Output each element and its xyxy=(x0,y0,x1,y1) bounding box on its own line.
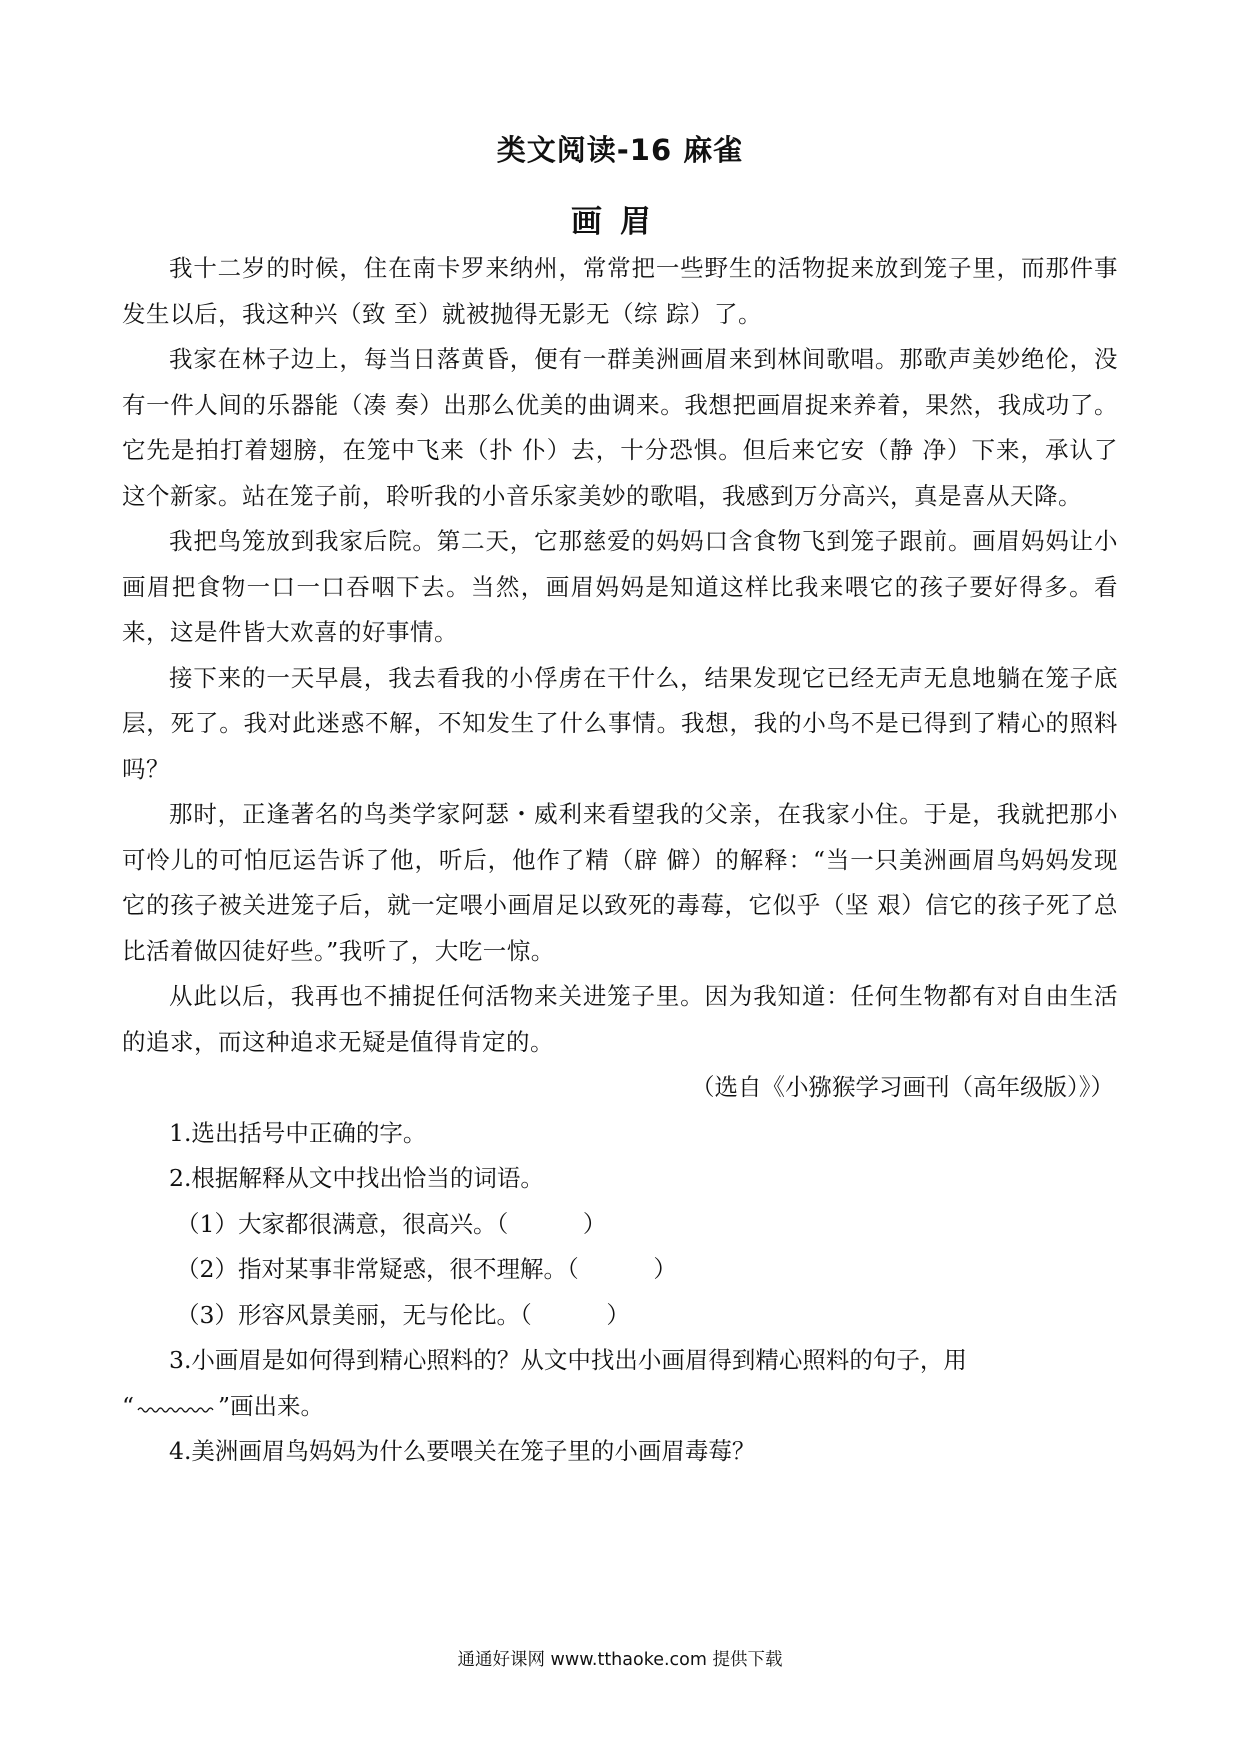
paragraph-5: 那时，正逢著名的鸟类学家阿瑟・威利来看望我的父亲，在我家小住。于是，我就把那小可怜儿的可怕厄运告诉了他，听后，他作了精（辟 僻）的解释：“当一只美洲画眉鸟妈妈发现它的孩子被关进笼子后，就一定喂小画眉足以致死的毒莓，它似乎（坚 艰）信它的孩子死了总比活着做囚徒好些。”我听了，大吃一惊。 xyxy=(122,800,1118,965)
paragraph-1: 我十二岁的时候，住在南卡罗来纳州，常常把一些野生的活物捉来放到笼子里，而那件事发生以后，我这种兴（致 至）就被抛得无影无（综 踪）了。 xyxy=(122,254,1118,328)
paragraph-6: 从此以后，我再也不捕捉任何活物来关进笼子里。因为我知道：任何生物都有对自由生活的追求，而这种追求无疑是值得肯定的。 xyxy=(122,982,1118,1056)
document-title: 类文阅读-16 麻雀 xyxy=(496,133,744,167)
paragraph-3: 我把鸟笼放到我家后院。第二天，它那慈爱的妈妈口含食物飞到笼子跟前。画眉妈妈让小画眉把食物一口一口吞咽下去。当然，画眉妈妈是知道这样比我来喂它的孩子要好得多。看来，这是件皆大欢喜的好事情。 xyxy=(122,527,1118,646)
question-2-item-2: （2）指对某事非常疑惑，很不理解。（ ） xyxy=(176,1255,677,1283)
article-body xyxy=(122,246,1118,1475)
question-3-close-text: ”画出来。 xyxy=(218,1391,325,1420)
question-3: 3.小画眉是如何得到精心照料的？从文中找出小画眉得到精心照料的句子，用 xyxy=(169,1346,967,1374)
source-citation: （选自《小猕猴学习画刊（高年级版）》） xyxy=(691,1073,1114,1101)
paragraph-2: 我家在林子边上，每当日落黄昏，便有一群美洲画眉来到林间歌唱。那歌声美妙绝伦，没有一件人间的乐器能（凑 奏）出那么优美的曲调来。我想把画眉捉来养着，果然，我成功了。它先是拍打着翅膀，在笼中飞来（扑 仆）去，十分恐惧。但后来它安（静 净）下来，承认了这个新家。站在笼子前，聆听我的小音乐家美妙的歌唱，我感到万分高兴，真是喜从天降。 xyxy=(122,345,1118,510)
footer-download-note: 通通好课网 www.tthaoke.com 提供下载 xyxy=(457,1650,783,1670)
question-2: 2.根据解释从文中找出恰当的词语。 xyxy=(169,1164,544,1192)
question-2-item-1: （1）大家都很满意，很高兴。（ ） xyxy=(176,1209,607,1238)
open-quote: “ xyxy=(122,1391,135,1420)
questions-section xyxy=(122,1111,1118,1475)
story-title: 画眉 xyxy=(571,204,669,240)
question-3-continuation xyxy=(122,1384,1118,1430)
wavy-underline-icon xyxy=(136,1396,216,1416)
question-1: 1.选出括号中正确的字。 xyxy=(169,1118,427,1147)
question-4: 4.美洲画眉鸟妈妈为什么要喂关在笼子里的小画眉毒莓？ xyxy=(169,1437,756,1465)
paragraph-4: 接下来的一天早晨，我去看我的小俘虏在干什么，结果发现它已经无声无息地躺在笼子底层，死了。我对此迷惑不解，不知发生了什么事情。我想，我的小鸟不是已得到了精心的照料吗？ xyxy=(122,663,1118,783)
question-2-item-3: （3）形容风景美丽，无与伦比。（ ） xyxy=(176,1300,630,1329)
